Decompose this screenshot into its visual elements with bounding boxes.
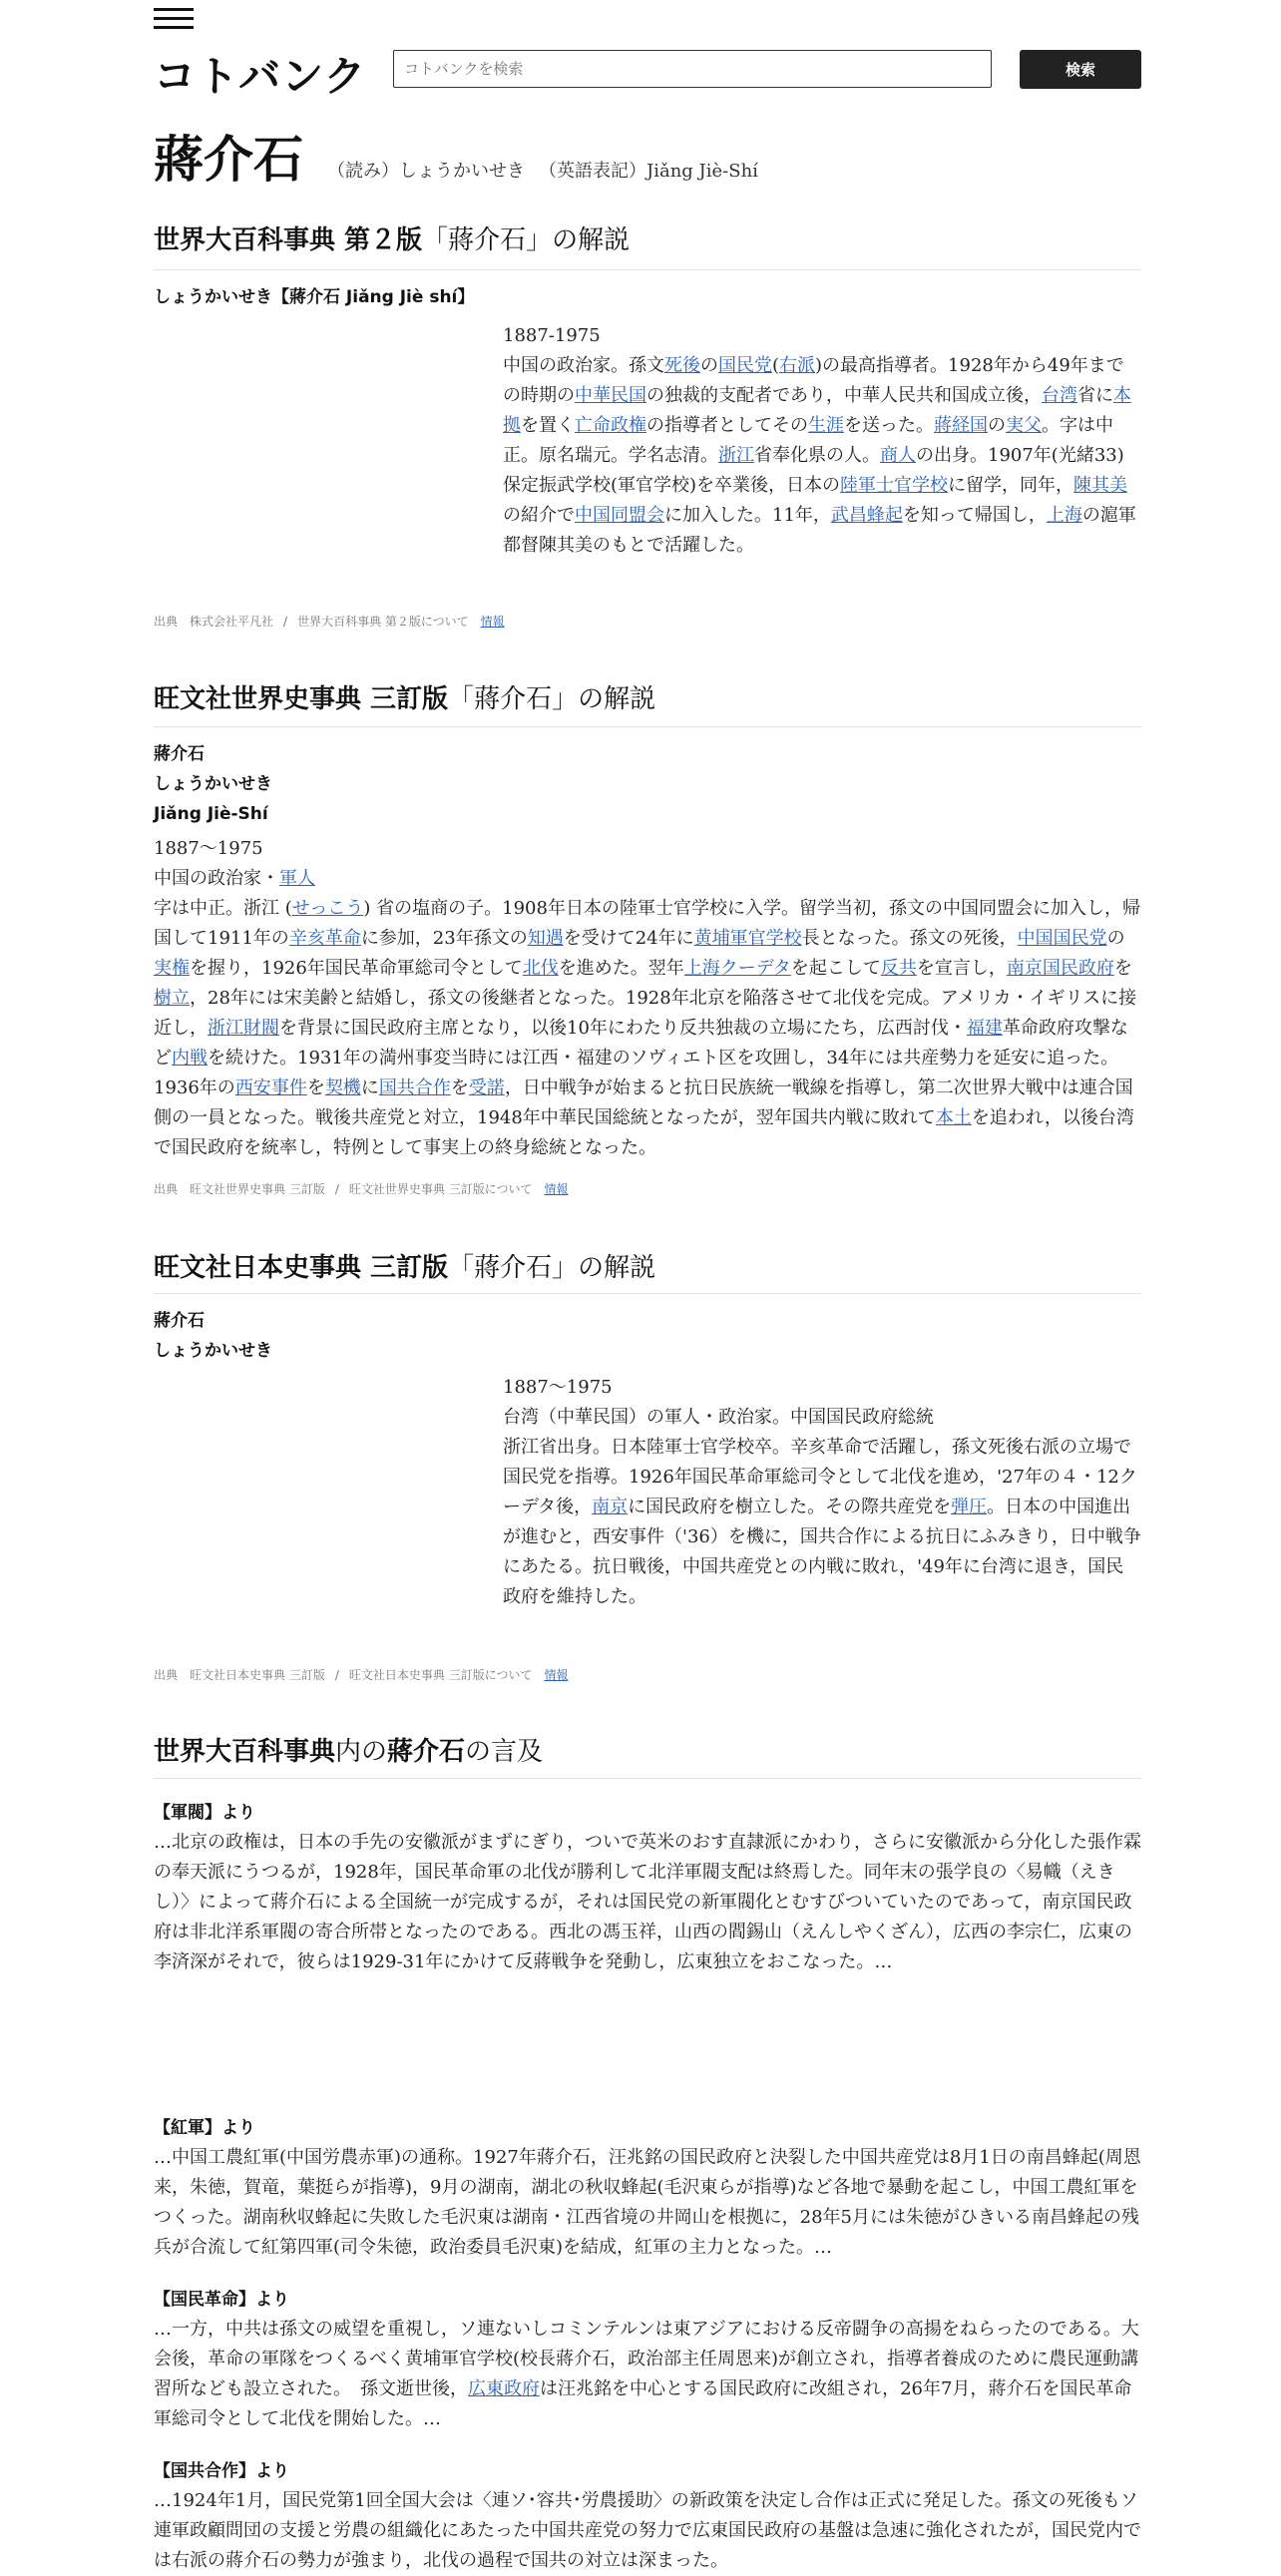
entry-years: 1887〜1975 [503,1377,613,1398]
text-run: 字は中正。浙江 ( [154,898,292,919]
headword [154,120,758,192]
search-button[interactable]: 検索 [1020,50,1141,89]
text-run: を置く [521,415,575,436]
text-run: を進めた。翌年 [558,958,684,979]
mention-label-kokkyo-gassaku[interactable]: 【国共合作】より [154,2461,289,2481]
text-run: 省奉化県の人。 [754,445,880,466]
entry-text [154,864,1141,1163]
entry-years: 1887〜1975 [154,838,263,859]
term-link[interactable]: 南京 [592,1497,629,1517]
term-link[interactable]: 国共合作 [378,1077,451,1098]
divider [154,1778,1141,1779]
term-link[interactable]: 浙江財閥 [208,1018,279,1039]
text-run: に国民政府を樹立した。その際共産党を [628,1497,952,1517]
text-run: の [700,355,718,376]
mention-label-kougun[interactable]: 【紅軍】より [154,2118,255,2138]
text-run: の指導者としてその [646,415,808,436]
term-link[interactable]: 陸軍士官学校 [840,475,949,496]
mention-label-gunbatsu[interactable]: 【軍閥】より [154,1803,255,1823]
term-link[interactable]: 蔣経国 [934,415,988,436]
section-title-obunsha-world: 旺文社世界史事典 三訂版「蔣介石」の解説 [154,684,656,714]
site-logo[interactable]: コトバンク [154,52,367,101]
text-run: は汪兆銘を中心とする国民政府に改組され，26年7月，蔣介石を国民革命軍総司令として北伐を開始した。… [154,2378,1132,2429]
text-run: を続けた。1931年の満州事変当時には江西・福建のソヴィエト区を攻囲し，34年には共産勢力を延安に追った。1936年の [154,1048,1119,1098]
term-link[interactable]: 上海 [1046,505,1082,526]
entry-body [154,834,1141,1163]
term-link[interactable]: 知遇 [527,928,564,949]
text-run: 浙江省出身。日本陸軍士官学校卒。辛亥革命で活躍し，孫文死後右派の立場で国民党を指導。1926年国民革命軍総司令として北伐を進め，'27年の４・12クーデタ後， [503,1437,1137,1517]
section-title-heibonsha: 世界大百科事典 第２版「蔣介石」の解説 [154,225,631,255]
divider [154,269,1141,270]
term-link[interactable]: 南京国民政府 [1006,958,1114,979]
text-run: ，28年には宋美齢と結婚し，孫文の後継者となった。1928年北京を陥落させて北伐を完成。アメリカ・イギリスに接近し， [154,988,1137,1039]
text-run: ) 省の塩商の子。1908年日本の陸軍士官学校に入学。留学当初，孫文の中国同盟会に加入し，帰国して1911年の [154,898,1140,949]
term-link[interactable]: 黄埔軍官学校 [693,928,802,949]
text-run: 。字は中正。原名瑞元。学名志清。 [503,415,1113,466]
text-run: ，日中戦争が始まると抗日民族統一戦線を指導し，第二次世界大戦中は連合国側の一員となった。戦後共産党と対立，1948年中華民国総統となったが，翌年国共内戦に敗れて [154,1077,1133,1128]
text-run: …1924年1月，国民党第1回全国大会は〈連ソ･容共･労農援助〉の新政策を決定し合作は正式に発足した。孫文の死後もソ連軍政顧問団の支援と労農の組織化にあたった中国共産党の努力で広東国民政府の基盤は急速に強化されたが，国民党内では右派の蔣介石の勢力が強まり，北伐の過程で国共の対立は深まった。 [154,2490,1141,2571]
term-link[interactable]: 内戦 [172,1048,208,1069]
text-run: を背景に国民政府主席となり，以後10年にわたり反共独裁の立場にたち，広西討伐・ [279,1018,967,1039]
search-input[interactable] [393,50,992,88]
term-link[interactable]: せっこう [291,898,364,919]
text-run: 省に [1077,385,1113,406]
term-link[interactable]: 西安事件 [234,1077,307,1098]
term-link[interactable]: 上海クーデタ [683,958,791,979]
text-run: を [450,1077,469,1098]
term-link[interactable]: 浙江 [718,445,754,466]
term-link[interactable]: 右派 [779,355,816,376]
term-link[interactable]: 中国国民党 [1017,928,1107,949]
term-link[interactable]: 北伐 [522,958,559,979]
text-run: 。日本の中国進出が進むと，西安事件（'36）を機に，国共合作による抗日にふみきり，日中戦争にあたる。抗日戦後，中国共産党との内戦に敗れ，'49年に台湾に退き，国民政府を維持した。 [503,1497,1141,1607]
text-run: を [1113,958,1132,979]
term-link[interactable]: 中国同盟会 [575,505,664,526]
entry-years: 1887-1975 [503,325,601,346]
entry-text [503,1403,1141,1612]
mention-label-kokumin-kakumei[interactable]: 【国民革命】より [154,2290,289,2310]
text-run: )の最高指導者。1928年から49年までの時期の [503,355,1124,406]
info-link[interactable]: 情報 [544,1182,569,1196]
term-link[interactable]: 台湾 [1042,385,1077,406]
mention-text [154,2315,1141,2434]
text-run: を受けて24年に [563,928,694,949]
term-link[interactable]: 樹立 [154,988,190,1009]
term-link[interactable]: 実権 [154,958,190,979]
mention-text [154,2486,1141,2576]
term-link[interactable]: 国民党 [718,355,772,376]
entry-head: しょうかいせき【蔣介石 Jiǎng Jiè shí】 [154,287,475,307]
page-title: 蔣介石 [154,131,303,189]
term-link[interactable]: 辛亥革命 [288,928,361,949]
term-link[interactable]: 実父 [1006,415,1042,436]
term-link[interactable]: 生涯 [808,415,844,436]
term-link[interactable]: 中華民国 [575,385,646,406]
entry-body [503,321,1141,561]
term-link[interactable]: 軍人 [279,868,315,889]
text-run: を起こして [790,958,881,979]
entry-head: 蔣介石 しょうかいせき [154,1311,272,1361]
text-run: を握り，1926年国民革命軍総司令として [190,958,523,979]
text-run: の出身。1907年(光緒33)保定振武学校(軍官学校)を卒業後，日本の [503,445,1124,496]
text-run: の [1106,928,1125,949]
term-link[interactable]: 商人 [880,445,916,466]
source-line: 出典 旺文社世界史事典 三訂版 / 旺文社世界史事典 三訂版について 情報 [154,1182,569,1196]
text-run: の [988,415,1006,436]
term-link[interactable]: 反共 [880,958,917,979]
text-run: …一方，中共は孫文の威望を重視し，ソ連ないしコミンテルンは東アジアにおける反帝闘争の高揚をねらったのである。大会後，革命の軍隊をつくるべく黄埔軍官学校(校長蔣介石，政治部主任周恩来)が創立され，指導者養成のために農民運動講習所なども設立された。 孫文逝世後， [154,2319,1139,2399]
text-run: を送った。 [844,415,934,436]
source-line: 出典 旺文社日本史事典 三訂版 / 旺文社日本史事典 三訂版について 情報 [154,1668,569,1682]
headword-reading: （読み）しょうかいせき （英語表記）Jiǎng Jiè-Shí [327,161,758,182]
text-run: を追われ，以後台湾で国民政府を統率し，特例として事実上の終身総統となった。 [154,1107,1134,1158]
term-link[interactable]: 契機 [324,1077,361,1098]
mention-text [154,2143,1141,2263]
term-link[interactable]: 本土 [935,1107,972,1128]
term-link[interactable]: 陳其美 [1073,475,1128,496]
text-run: 台湾（中華民国）の軍人・政治家。中国国民政府総統 [503,1407,934,1428]
term-link[interactable]: 弾圧 [951,1497,988,1517]
text-run: の独裁的支配者であり，中華人民共和国成立後， [646,385,1042,406]
source-line: 出典 株式会社平凡社 / 世界大百科事典 第２版について 情報 [154,615,505,629]
text-run: を宣言し， [916,958,1007,979]
entry-body [503,1373,1141,1612]
text-run: …中国工農紅軍(中国労農赤軍)の通称。1927年蔣介石，汪兆銘の国民政府と決裂した中国共産党は8月1日の南昌蜂起(周恩来，朱徳，賀竜，葉挺らが指導)，9月の湖南，湖北の秋収蜂起(毛沢東らが指導)など各地で暴動を起こし，中国工農紅軍をつくった。湖南秋収蜂起に失敗した毛沢東は湖南・江西省境の井岡山を根拠に，28年5月には朱徳がひきいる南昌蜂起の残兵が合流して紅第四軍(司令朱徳，政治委員毛沢東)を結成，紅軍の主力となった。… [154,2147,1141,2258]
divider [154,1293,1141,1294]
info-link[interactable]: 情報 [544,1668,569,1682]
entry-text [503,351,1141,561]
text-run: に留学，同年， [948,475,1074,496]
term-link[interactable]: 亡命政権 [575,415,646,436]
divider [154,726,1141,727]
term-link[interactable]: 武昌蜂起 [830,505,903,526]
section-title-obunsha-japan: 旺文社日本史事典 三訂版「蔣介石」の解説 [154,1253,656,1283]
text-run: に加入した。11年， [664,505,831,526]
menu-icon[interactable] [154,8,194,30]
text-run: の紹介で [503,505,575,526]
text-run: に参加，23年孫文の [360,928,528,949]
text-run: 革命政府攻撃など [154,1018,1128,1069]
text-run: に [360,1077,379,1098]
text-run: 中国の政治家。孫文 [503,355,664,376]
term-link[interactable]: 受諾 [468,1077,505,1098]
term-link[interactable]: 福建 [966,1018,1003,1039]
text-run: を [306,1077,325,1098]
text-run: …北京の政権は，日本の手先の安徽派がまずにぎり，ついで英米のおす直隷派にかわり，さらに安徽派から分化した張作霖の奉天派にうつるが，1928年，国民革命軍の北伐が勝利して北洋軍閥支配は終焉した。同年末の張学良の〈易幟（えきし）〉によって蔣介石による全国統一が完成するが，それは国民党の新軍閥化とむすびついていたのであって，南京国民政府は非北洋系軍閥の寄合所帯となったのである。西北の馮玉祥，山西の閻錫山（えんしやくざん），広西の李宗仁，広東の李済深がそれで，彼らは1929-31年にかけて反蔣戦争を発動し，広東独立をおこなった。… [154,1832,1141,1972]
text-run: 長となった。孫文の死後， [801,928,1018,949]
text-run: 中国の政治家・ [154,868,279,889]
term-link[interactable]: 本拠 [503,385,1131,436]
text-run: を知って帰国し， [902,505,1047,526]
text-run: ( [772,355,780,376]
term-link[interactable]: 広東政府 [468,2378,540,2399]
term-link[interactable]: 死後 [664,355,700,376]
mention-text [154,1828,1141,1977]
text-run: の滬軍都督陳其美のもとで活躍した。 [503,505,1136,556]
mentions-title: 世界大百科事典内の蔣介石の言及 [154,1737,544,1767]
info-link[interactable]: 情報 [480,615,505,629]
entry-head: 蔣介石 しょうかいせき Jiǎng Jiè-Shí [154,744,272,824]
